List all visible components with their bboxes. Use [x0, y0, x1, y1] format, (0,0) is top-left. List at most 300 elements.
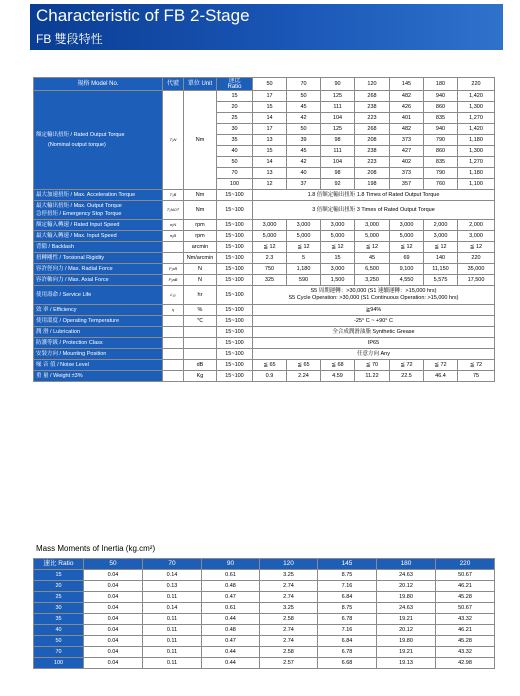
torque-row [34, 91, 495, 102]
radial-label: 容許徑向力 / Max. Radial Force [34, 264, 163, 275]
torque-value: 1,180 [458, 168, 495, 179]
inertia-table [33, 558, 495, 669]
header-size: 120 [355, 78, 390, 91]
ratio-cell: 25 [217, 113, 253, 124]
temperature-label: 使用溫度 / Operating Temperature [34, 316, 163, 327]
radial-value: 1,180 [287, 264, 321, 275]
rigidity-value: 5 [287, 253, 321, 264]
inertia-value: 0.04 [84, 592, 143, 603]
noise-code [163, 360, 184, 371]
inertia-header-size: 145 [318, 559, 377, 570]
inertia-value: 0.04 [84, 625, 143, 636]
torque-value: 15 [253, 102, 287, 113]
lubrication-label: 潤 滑 / Lubrication [34, 327, 163, 338]
torque-value: 426 [390, 102, 424, 113]
rigidity-code [163, 253, 184, 264]
inertia-value: 0.04 [84, 581, 143, 592]
temperature-text: -25° C ~ +90° C [253, 316, 495, 327]
torque-value: 401 [390, 113, 424, 124]
axial-label: 容許軸向力 / Max. Axial Force [34, 275, 163, 286]
rated_speed-value: 2,000 [424, 220, 458, 231]
rated_speed-ratio: 15~100 [217, 220, 253, 231]
backlash-value: ≦ 12 [424, 242, 458, 253]
lubrication-text: 全合成潤滑油脂 Synthetic Grease [253, 327, 495, 338]
header-size: 50 [253, 78, 287, 91]
torque-value: 402 [390, 157, 424, 168]
characteristics-table [33, 77, 495, 382]
emstop-label [34, 201, 163, 220]
inertia-value: 2.57 [260, 658, 318, 669]
accel-row [34, 190, 495, 201]
axial-value: 325 [253, 275, 287, 286]
axial-value: 17,500 [458, 275, 495, 286]
inertia-header-size: 90 [202, 559, 260, 570]
ratio-cell: 15 [217, 91, 253, 102]
torque-value: 13 [253, 135, 287, 146]
torque-value: 357 [390, 179, 424, 190]
inertia-value: 19.21 [377, 647, 436, 658]
inertia-value: 6.78 [318, 614, 377, 625]
torque-value: 92 [321, 179, 355, 190]
backlash-value: ≦ 12 [321, 242, 355, 253]
torque-value: 238 [355, 102, 390, 113]
mounting-unit [184, 349, 217, 360]
axial-value: 1,500 [321, 275, 355, 286]
inertia-value: 7.16 [318, 581, 377, 592]
torque-value: 37 [287, 179, 321, 190]
torque-value: 15 [253, 146, 287, 157]
inertia-value: 0.47 [202, 636, 260, 647]
inertia-value: 3.25 [260, 570, 318, 581]
ratio-cell: 40 [217, 146, 253, 157]
torque-value: 940 [424, 124, 458, 135]
torque-value: 835 [424, 113, 458, 124]
axial-value: 4,550 [390, 275, 424, 286]
rated-torque-label-line2: (Nominal output torque) [48, 142, 106, 148]
temperature-code [163, 316, 184, 327]
rigidity-value: 45 [355, 253, 390, 264]
inertia-value: 7.16 [318, 625, 377, 636]
torque-value: 268 [355, 91, 390, 102]
efficiency-label: 效 率 / Efficiency [34, 305, 163, 316]
inertia-value: 8.75 [318, 603, 377, 614]
inertia-value: 0.14 [143, 570, 202, 581]
noise-ratio: 15~100 [217, 360, 253, 371]
header-ratio-en: Ratio [227, 84, 242, 90]
protection-unit [184, 338, 217, 349]
max_speed-code: n₁B [163, 231, 184, 242]
efficiency-unit: % [184, 305, 217, 316]
protection-ratio: 15~100 [217, 338, 253, 349]
inertia-row [34, 625, 495, 636]
noise-value: ≦ 65 [287, 360, 321, 371]
radial-value: 35,000 [458, 264, 495, 275]
mounting-row [34, 349, 495, 360]
radial-row [34, 264, 495, 275]
inertia-ratio-cell: 35 [34, 614, 84, 625]
inertia-value: 3.25 [260, 603, 318, 614]
rigidity-row [34, 253, 495, 264]
torque-value: 198 [355, 179, 390, 190]
backlash-ratio: 15~100 [217, 242, 253, 253]
inertia-title: Mass Moments of Inertia (kg.cm²) [36, 544, 156, 553]
torque-value: 50 [287, 124, 321, 135]
protection-row [34, 338, 495, 349]
torque-value: 1,270 [458, 113, 495, 124]
inertia-value: 2.74 [260, 592, 318, 603]
life-text-line1: S5 周期運轉：>30,000 (S1 連續運轉：>15,000 hrs) [310, 288, 437, 294]
weight-value: 11.22 [355, 371, 390, 382]
inertia-row [34, 614, 495, 625]
max_speed-value: 3,000 [424, 231, 458, 242]
inertia-value: 0.04 [84, 647, 143, 658]
inertia-header-size: 50 [84, 559, 143, 570]
mounting-code [163, 349, 184, 360]
torque-value: 42 [287, 157, 321, 168]
torque-value: 17 [253, 91, 287, 102]
inertia-value: 8.75 [318, 570, 377, 581]
inertia-ratio-cell: 40 [34, 625, 84, 636]
accel-label: 最大加速扭矩 / Max. Acceleration Torque [34, 190, 163, 201]
ratio-cell: 35 [217, 135, 253, 146]
torque-value: 111 [321, 102, 355, 113]
inertia-row [34, 658, 495, 669]
emstop-row [34, 201, 495, 220]
page-title: Characteristic of FB 2-Stage [36, 6, 250, 25]
inertia-value: 0.11 [143, 614, 202, 625]
weight-code [163, 371, 184, 382]
header-model: 規格 Model No. [34, 78, 163, 91]
rigidity-ratio: 15~100 [217, 253, 253, 264]
title-banner [30, 4, 503, 50]
mounting-text: 任意方向 Any [253, 349, 495, 360]
axial-value: 590 [287, 275, 321, 286]
efficiency-ratio: 15~100 [217, 305, 253, 316]
inertia-value: 0.11 [143, 592, 202, 603]
weight-row [34, 371, 495, 382]
torque-value: 268 [355, 124, 390, 135]
torque-value: 373 [390, 168, 424, 179]
max_speed-ratio: 15~100 [217, 231, 253, 242]
radial-unit: N [184, 264, 217, 275]
noise-label: 噪 音 值 / Noise Level [34, 360, 163, 371]
inertia-value: 19.13 [377, 658, 436, 669]
efficiency-code: η [163, 305, 184, 316]
backlash-unit: arcmin [184, 242, 217, 253]
rated_speed-row [34, 220, 495, 231]
rated-torque-label-line1: 額定輸出扭矩 / Rated Output Torque [36, 132, 125, 138]
inertia-header-row [34, 559, 495, 570]
efficiency-row [34, 305, 495, 316]
noise-unit: dB [184, 360, 217, 371]
rated_speed-value: 3,000 [321, 220, 355, 231]
inertia-value: 0.04 [84, 603, 143, 614]
ratio-cell: 100 [217, 179, 253, 190]
inertia-value: 46.21 [436, 625, 495, 636]
rigidity-label: 扭轉剛性 / Torsional Rigidity [34, 253, 163, 264]
rated_speed-value: 3,000 [355, 220, 390, 231]
inertia-value: 0.47 [202, 592, 260, 603]
inertia-value: 0.11 [143, 647, 202, 658]
torque-value: 104 [321, 157, 355, 168]
inertia-row [34, 592, 495, 603]
mounting-ratio: 15~100 [217, 349, 253, 360]
max_speed-value: 5,000 [253, 231, 287, 242]
inertia-ratio-cell: 30 [34, 603, 84, 614]
torque-value: 104 [321, 113, 355, 124]
rated-torque-label [34, 91, 163, 190]
inertia-value: 45.28 [436, 592, 495, 603]
max_speed-value: 5,000 [287, 231, 321, 242]
radial-code: F₂rB [163, 264, 184, 275]
life-label: 使用壽命 / Service Life [34, 286, 163, 305]
torque-value: 13 [253, 168, 287, 179]
rigidity-value: 2.3 [253, 253, 287, 264]
weight-value: 4.59 [321, 371, 355, 382]
inertia-value: 50.67 [436, 570, 495, 581]
inertia-header-size: 180 [377, 559, 436, 570]
inertia-value: 43.32 [436, 614, 495, 625]
header-size: 70 [287, 78, 321, 91]
inertia-value: 6.68 [318, 658, 377, 669]
torque-value: 790 [424, 168, 458, 179]
axial-unit: N [184, 275, 217, 286]
backlash-value: ≦ 12 [355, 242, 390, 253]
inertia-ratio-cell: 50 [34, 636, 84, 647]
inertia-value: 24.63 [377, 603, 436, 614]
rated_speed-value: 3,000 [390, 220, 424, 231]
emstop-label-line1: 最大輸出扭矩 / Max. Output Torque [36, 203, 122, 209]
inertia-value: 43.32 [436, 647, 495, 658]
spec-header-row [34, 78, 495, 91]
ratio-cell: 70 [217, 168, 253, 179]
torque-value: 50 [287, 91, 321, 102]
radial-value: 750 [253, 264, 287, 275]
noise-value: ≦ 68 [321, 360, 355, 371]
emstop-unit: Nm [184, 201, 217, 220]
inertia-row [34, 647, 495, 658]
lubrication-code [163, 327, 184, 338]
life-row [34, 286, 495, 305]
torque-value: 39 [287, 135, 321, 146]
torque-value: 40 [287, 168, 321, 179]
temperature-unit: ℃ [184, 316, 217, 327]
torque-value: 125 [321, 124, 355, 135]
torque-value: 223 [355, 113, 390, 124]
torque-value: 98 [321, 168, 355, 179]
inertia-ratio-cell: 15 [34, 570, 84, 581]
inertia-value: 0.11 [143, 636, 202, 647]
header-code: 代號 [163, 78, 184, 91]
protection-label: 防護等級 / Protection Class [34, 338, 163, 349]
torque-value: 238 [355, 146, 390, 157]
emstop-ratio: 15~100 [217, 201, 253, 220]
torque-value: 1,270 [458, 157, 495, 168]
torque-value: 45 [287, 146, 321, 157]
backlash-value: ≦ 12 [390, 242, 424, 253]
inertia-value: 46.21 [436, 581, 495, 592]
inertia-value: 6.78 [318, 647, 377, 658]
life-code: L₁₀ [163, 286, 184, 305]
inertia-value: 20.12 [377, 625, 436, 636]
accel-code: T₂B [163, 190, 184, 201]
inertia-value: 50.67 [436, 603, 495, 614]
inertia-row [34, 581, 495, 592]
inertia-value: 45.28 [436, 636, 495, 647]
inertia-ratio-cell: 70 [34, 647, 84, 658]
torque-value: 482 [390, 91, 424, 102]
weight-value: 0.9 [253, 371, 287, 382]
inertia-value: 0.48 [202, 625, 260, 636]
inertia-value: 0.04 [84, 570, 143, 581]
torque-value: 223 [355, 157, 390, 168]
max_speed-value: 5,000 [321, 231, 355, 242]
accel-ratio: 15~100 [217, 190, 253, 201]
inertia-value: 0.04 [84, 614, 143, 625]
header-size: 90 [321, 78, 355, 91]
inertia-value: 19.21 [377, 614, 436, 625]
torque-value: 1,420 [458, 91, 495, 102]
header-ratio-cn: 速比 [228, 78, 241, 84]
temperature-ratio: 15~100 [217, 316, 253, 327]
page-subtitle: FB 雙段特性 [36, 32, 103, 46]
efficiency-text: ≧94% [253, 305, 495, 316]
rigidity-value: 69 [390, 253, 424, 264]
torque-value: 17 [253, 124, 287, 135]
inertia-value: 2.74 [260, 625, 318, 636]
radial-ratio: 15~100 [217, 264, 253, 275]
weight-value: 2.24 [287, 371, 321, 382]
life-ratio: 15~100 [217, 286, 253, 305]
inertia-ratio-cell: 25 [34, 592, 84, 603]
inertia-header-ratio: 速比 Ratio [34, 559, 84, 570]
inertia-value: 19.80 [377, 592, 436, 603]
lubrication-ratio: 15~100 [217, 327, 253, 338]
inertia-table-body [34, 559, 495, 669]
noise-value: ≦ 70 [355, 360, 390, 371]
mounting-label: 安裝方向 / Mounting Position [34, 349, 163, 360]
torque-value: 125 [321, 91, 355, 102]
rated_speed-unit: rpm [184, 220, 217, 231]
torque-value: 1,420 [458, 124, 495, 135]
axial-value: 5,575 [424, 275, 458, 286]
accel-unit: Nm [184, 190, 217, 201]
backlash-value: ≦ 12 [287, 242, 321, 253]
backlash-value: ≦ 12 [253, 242, 287, 253]
weight-unit: Kg [184, 371, 217, 382]
rated-torque-unit: Nm [184, 91, 217, 190]
noise-value: ≦ 72 [458, 360, 495, 371]
header-ratio [217, 78, 253, 91]
inertia-value: 0.61 [202, 570, 260, 581]
inertia-value: 0.61 [202, 603, 260, 614]
inertia-value: 0.14 [143, 603, 202, 614]
rated_speed-value: 3,000 [287, 220, 321, 231]
inertia-value: 0.44 [202, 614, 260, 625]
inertia-value: 20.12 [377, 581, 436, 592]
ratio-cell: 50 [217, 157, 253, 168]
weight-value: 22.5 [390, 371, 424, 382]
rigidity-value: 15 [321, 253, 355, 264]
inertia-value: 2.74 [260, 581, 318, 592]
inertia-value: 0.48 [202, 581, 260, 592]
radial-value: 9,100 [390, 264, 424, 275]
lubrication-unit [184, 327, 217, 338]
torque-value: 482 [390, 124, 424, 135]
radial-value: 6,500 [355, 264, 390, 275]
inertia-value: 24.63 [377, 570, 436, 581]
rated_speed-value: 3,000 [253, 220, 287, 231]
backlash-code [163, 242, 184, 253]
weight-value: 75 [458, 371, 495, 382]
inertia-value: 6.84 [318, 592, 377, 603]
life-unit: hr [184, 286, 217, 305]
ratio-cell: 20 [217, 102, 253, 113]
max_speed-value: 5,000 [355, 231, 390, 242]
torque-value: 208 [355, 168, 390, 179]
inertia-value: 0.13 [143, 581, 202, 592]
torque-value: 12 [253, 179, 287, 190]
life-text-line2: S5 Cycle Operation: >30,000 (S1 Continuous Operation: >15,000 hrs) [288, 295, 459, 301]
emstop-text: 3 倍額定輸出扭矩 3 Times of Rated Output Torque [253, 201, 495, 220]
inertia-value: 2.58 [260, 614, 318, 625]
characteristics-table-body [34, 78, 495, 382]
rated_speed-code: n₁N [163, 220, 184, 231]
inertia-ratio-cell: 20 [34, 581, 84, 592]
torque-value: 14 [253, 113, 287, 124]
emstop-label-line2: 急停扭矩 / Emergency Stop Torque [36, 211, 122, 217]
torque-value: 1,300 [458, 146, 495, 157]
inertia-value: 2.74 [260, 636, 318, 647]
inertia-value: 42.98 [436, 658, 495, 669]
torque-value: 1,180 [458, 135, 495, 146]
torque-value: 42 [287, 113, 321, 124]
torque-value: 860 [424, 102, 458, 113]
torque-value: 98 [321, 135, 355, 146]
weight-ratio: 15~100 [217, 371, 253, 382]
header-size: 145 [390, 78, 424, 91]
torque-value: 111 [321, 146, 355, 157]
inertia-value: 0.44 [202, 647, 260, 658]
inertia-value: 0.11 [143, 625, 202, 636]
max_speed-row [34, 231, 495, 242]
torque-value: 940 [424, 91, 458, 102]
inertia-header-size: 120 [260, 559, 318, 570]
weight-label: 重 量 / Weight ±3% [34, 371, 163, 382]
torque-value: 790 [424, 135, 458, 146]
radial-value: 3,000 [321, 264, 355, 275]
inertia-row [34, 570, 495, 581]
inertia-ratio-cell: 100 [34, 658, 84, 669]
axial-code: F₂aB [163, 275, 184, 286]
inertia-value: 2.58 [260, 647, 318, 658]
inertia-value: 0.44 [202, 658, 260, 669]
temperature-row [34, 316, 495, 327]
rigidity-value: 220 [458, 253, 495, 264]
backlash-label: 背隙 / Backlash [34, 242, 163, 253]
max_speed-value: 3,000 [458, 231, 495, 242]
noise-value: ≦ 72 [390, 360, 424, 371]
header-size: 220 [458, 78, 495, 91]
noise-row [34, 360, 495, 371]
emstop-code: T₂NOT [163, 201, 184, 220]
backlash-value: ≦ 12 [458, 242, 495, 253]
torque-value: 427 [390, 146, 424, 157]
rated-torque-code: T₂N [163, 91, 184, 190]
protection-code [163, 338, 184, 349]
header-size: 180 [424, 78, 458, 91]
weight-value: 46.4 [424, 371, 458, 382]
